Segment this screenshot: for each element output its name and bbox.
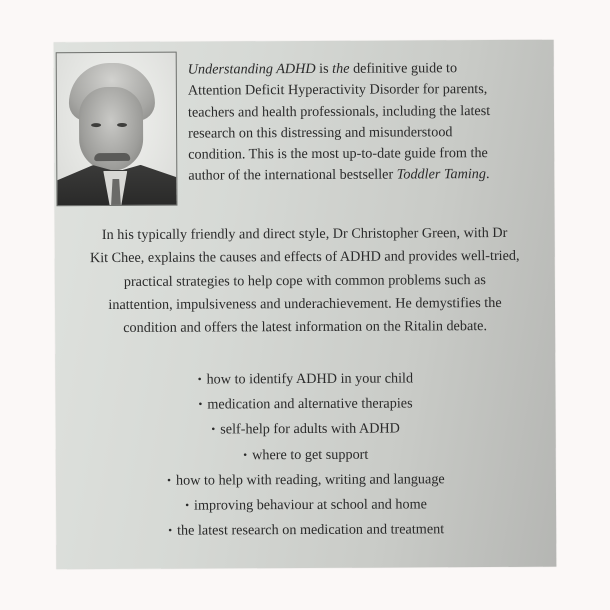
- feature-text: where to get support: [252, 446, 369, 463]
- feature-item: [116, 442, 496, 469]
- emphasis-the: the: [332, 60, 350, 77]
- description-line: Kit Chee, explains the causes and effects of ADHD and provides well-tried,: [89, 248, 520, 267]
- author-photo: [56, 52, 178, 207]
- description-line: practical strategies to help cope with common problems such as: [123, 271, 486, 290]
- feature-item: [116, 467, 496, 494]
- intro-text: is: [315, 60, 333, 77]
- feature-list: [115, 366, 496, 544]
- description-line: In his typically friendly and direct style, Dr Christopher Green, with Dr: [101, 224, 508, 244]
- intro-paragraph: [188, 58, 551, 188]
- feature-item: [115, 366, 495, 393]
- intro-line-4: research on this distressing and misunderstood: [188, 124, 453, 142]
- feature-text: medication and alternative therapies: [207, 395, 413, 413]
- bullet-icon: •: [211, 423, 216, 436]
- bestseller-title: Toddler Taming: [396, 166, 487, 184]
- feature-text: self-help for adults with ADHD: [220, 420, 400, 438]
- bullet-icon: •: [167, 474, 172, 487]
- book-back-cover: [54, 40, 557, 570]
- photo-eye-left: [91, 123, 101, 127]
- book-title: Understanding ADHD: [187, 60, 316, 78]
- description-line: inattention, impulsiveness and underachievement. He demystifies the: [108, 294, 502, 313]
- intro-line-2: Attention Deficit Hyperactivity Disorder for parents,: [187, 81, 488, 99]
- feature-text: how to help with reading, writing and language: [175, 471, 445, 489]
- feature-item: [116, 517, 496, 544]
- bullet-icon: •: [168, 524, 173, 537]
- feature-text: improving behaviour at school and home: [193, 496, 427, 514]
- bullet-icon: •: [185, 499, 190, 512]
- intro-line-6: [188, 164, 550, 187]
- intro-text: author of the international bestseller: [188, 167, 397, 185]
- feature-item: [115, 391, 495, 418]
- intro-line-5: condition. This is the most up-to-date guide from the: [188, 145, 488, 163]
- intro-line-1: [188, 58, 550, 81]
- bullet-icon: •: [198, 398, 203, 411]
- photo-mustache: [94, 153, 130, 161]
- feature-text: the latest research on medication and treatment: [177, 521, 445, 539]
- feature-item: [116, 492, 496, 519]
- bullet-icon: •: [243, 448, 248, 461]
- bullet-icon: •: [197, 373, 202, 386]
- feature-item: [116, 416, 496, 443]
- intro-text: .: [485, 166, 490, 183]
- photo-eye-right: [117, 123, 127, 127]
- description-line: condition and offers the latest information on the Ritalin debate.: [123, 318, 488, 337]
- description-paragraph: [57, 222, 554, 341]
- intro-text: definitive guide to: [349, 60, 458, 77]
- intro-line-3: teachers and health professionals, including the latest: [187, 102, 491, 121]
- feature-text: how to identify ADHD in your child: [206, 370, 414, 388]
